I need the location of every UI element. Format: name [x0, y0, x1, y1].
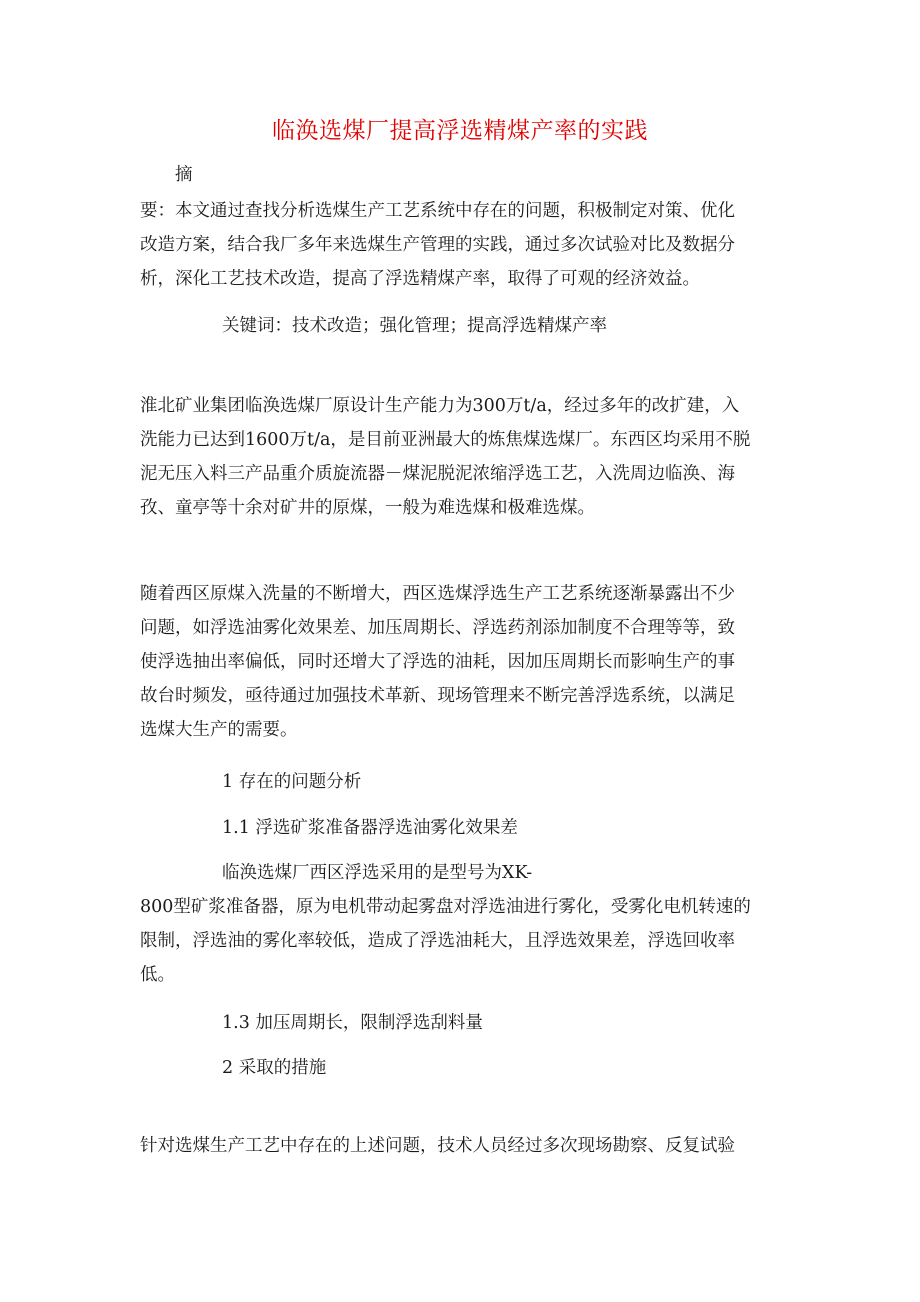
- abstract-paragraph: [140, 194, 780, 296]
- background-line: 选煤大生产的需要。: [140, 720, 298, 740]
- background-line: 问题，如浮选油雾化效果差、加压周期长、浮选药剂添加制度不合理等等，致: [140, 618, 735, 638]
- keywords: 关键词：技术改造；强化管理；提高浮选精煤产率: [222, 316, 607, 336]
- intro-line: 孜、童亭等十余对矿井的原煤，一般为难选煤和极难选煤。: [140, 498, 595, 518]
- section-1-1-line: 800型矿浆准备器，原为电机带动起雾盘对浮选油进行雾化，受雾化电机转速的: [140, 897, 751, 917]
- abstract-label: 摘: [175, 165, 193, 185]
- intro-line: 洗能力已达到1600万t/a，是目前亚洲最大的炼焦煤选煤厂。东西区均采用不脱: [140, 430, 751, 450]
- document-title: 临涣选煤厂提高浮选精煤产率的实践: [272, 118, 648, 144]
- section-1-1-line: 低。: [140, 965, 175, 985]
- section-2-first-line: 针对选煤生产工艺中存在的上述问题，技术人员经过多次现场勘察、反复试验: [140, 1136, 735, 1156]
- abstract-line: 改造方案，结合我厂多年来选煤生产管理的实践，通过多次试验对比及数据分: [140, 235, 735, 255]
- section-1-1-paragraph: [140, 890, 780, 992]
- abstract-line: 要：本文通过查找分析选煤生产工艺系统中存在的问题，积极制定对策、优化: [140, 201, 735, 221]
- section-1-1-heading: 1.1 浮选矿浆准备器浮选油雾化效果差: [222, 818, 518, 838]
- section-1-1-first-line: 临涣选煤厂西区浮选采用的是型号为XK-: [222, 863, 533, 883]
- background-line: 故台时频发，亟待通过加强技术革新、现场管理来不断完善浮选系统，以满足: [140, 686, 735, 706]
- background-line: 使浮选抽出率偏低，同时还增大了浮选的油耗，因加压周期长而影响生产的事: [140, 652, 735, 672]
- intro-line: 淮北矿业集团临涣选煤厂原设计生产能力为300万t/a，经过多年的改扩建，入: [140, 396, 740, 416]
- background-paragraph: [140, 577, 780, 747]
- section-1-1-line: 限制，浮选油的雾化率较低，造成了浮选油耗大，且浮选效果差，浮选回收率: [140, 931, 735, 951]
- section-1-3-heading: 1.3 加压周期长，限制浮选刮料量: [222, 1013, 483, 1033]
- abstract-line: 析，深化工艺技术改造，提高了浮选精煤产率，取得了可观的经济效益。: [140, 269, 700, 289]
- background-line: 随着西区原煤入洗量的不断增大，西区选煤浮选生产工艺系统逐渐暴露出不少: [140, 584, 735, 604]
- intro-line: 泥无压入料三产品重介质旋流器－煤泥脱泥浓缩浮选工艺，入洗周边临涣、海: [140, 464, 735, 484]
- section-2-heading: 2 采取的措施: [222, 1058, 327, 1078]
- section-1-heading: 1 存在的问题分析: [222, 772, 362, 792]
- intro-paragraph: [140, 389, 780, 525]
